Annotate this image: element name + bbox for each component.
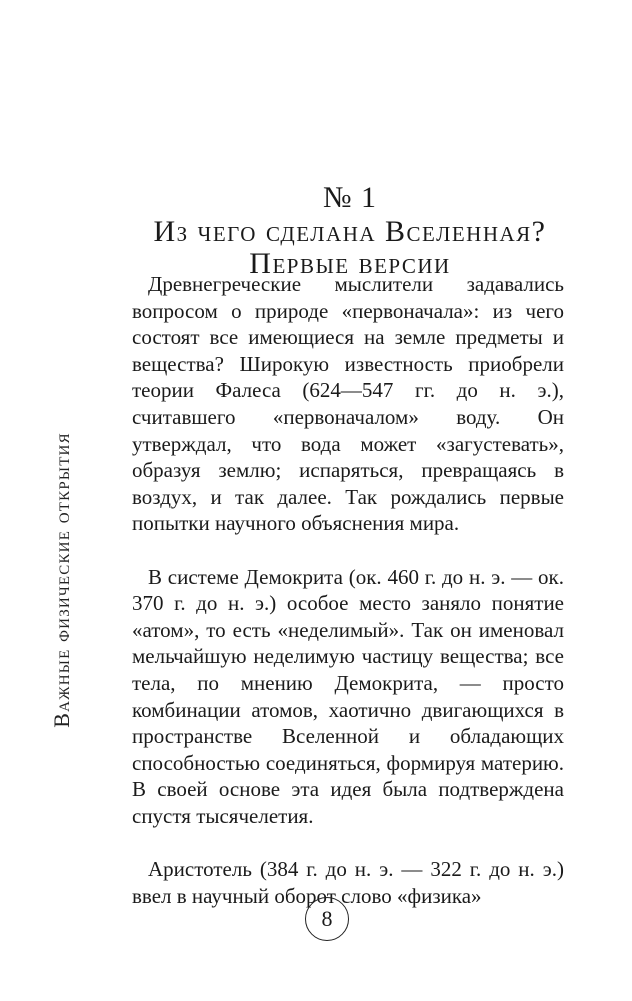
paragraph-thales: Древнегреческие мыслители задавались вопросом о природе «первоначала»: из чего состоят все имеющиеся на земле предметы и вещества? Широкую известность приобрели теории Фалеса (624—547 гг. до н. э.), считавшего «первоначалом» воду. Он утверждал, что вода может «загустевать», образуя землю; испаряться, превращаясь в воздух, и так далее. Так рождались первые попытки научного объяснения мира. bbox=[132, 272, 564, 536]
paragraph-democritus: В системе Демокрита (ок. 460 г. до н. э. — ок. 370 г. до н. э.) особое место заняло понятие «атом», то есть «неделимый». Так он именовал мельчайшую неделимую частицу вещества; все тела, по мнению Демокрита, — просто комбинации атомов, хаотично двигающихся в пространстве Вселенной и обладающих способностью соединяться, формируя материю. В своей основе эта идея была подтверждена спустя тысячелетия. bbox=[132, 564, 564, 828]
page-number: 8 bbox=[321, 906, 333, 931]
page-number-badge bbox=[305, 897, 349, 941]
chapter-number: № 1 bbox=[322, 181, 378, 214]
chapter-title-line-2: Первые версии bbox=[249, 247, 451, 280]
paragraph-aristotle: Аристотель (384 г. до н. э. — 322 г. до н. э.) ввел в научный оборот слово «физика» bbox=[132, 857, 564, 908]
running-head: Важные физические открытия bbox=[49, 432, 74, 728]
chapter-heading bbox=[130, 180, 570, 280]
chapter-title-line-1: Из чего сделана Вселенная? bbox=[153, 215, 547, 248]
body-text bbox=[132, 271, 564, 909]
